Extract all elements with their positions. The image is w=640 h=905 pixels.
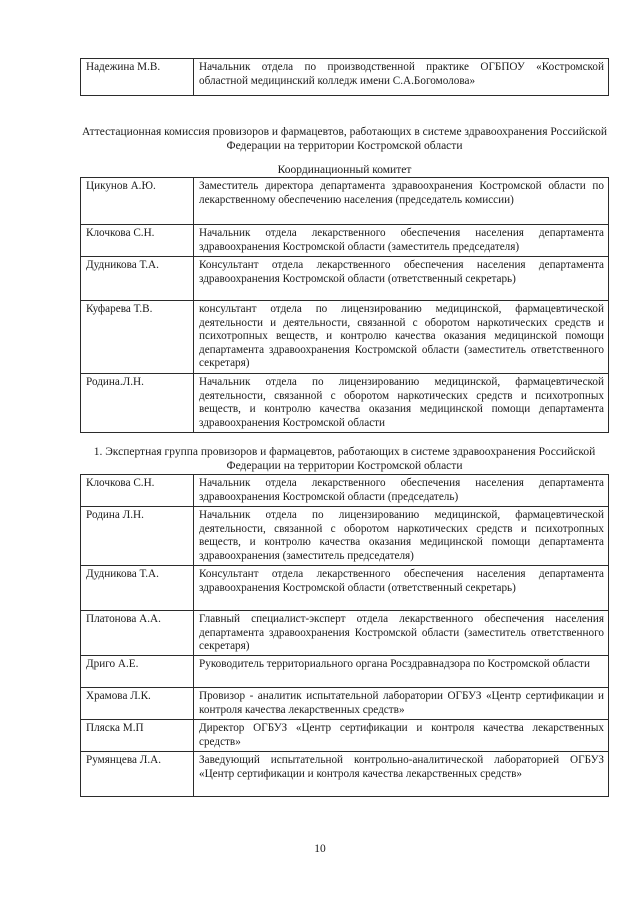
member-position: Руководитель территориального органа Росздравнадзора по Костромской области	[194, 656, 609, 688]
member-name: Клочкова С.Н.	[81, 475, 194, 507]
member-name: Надежина М.В.	[81, 59, 194, 96]
member-row	[81, 59, 609, 96]
page-number: 10	[314, 843, 326, 855]
member-position: Заведующий испытательной контрольно-аналитической лабораторией ОГБУЗ «Центр сертификации и контроля качества лекарственных средств»	[194, 752, 609, 797]
member-name: Цикунов А.Ю.	[81, 178, 194, 225]
member-row	[81, 507, 609, 566]
member-name: Дудникова Т.А.	[81, 566, 194, 611]
committee-table	[80, 177, 609, 433]
member-row	[81, 656, 609, 688]
commission-title: Аттестационная комиссия провизоров и фармацевтов, работающих в системе здравоохранения Российской Федерации на территории Костромской области	[81, 126, 608, 152]
member-position: Консультант отдела лекарственного обеспечения населения департамента здравоохранения Костромской области (ответственный секретарь)	[194, 566, 609, 611]
expert-group-title: 1. Экспертная группа провизоров и фармацевтов, работающих в системе здравоохранения Российской Федерации на территории Костромской области	[93, 446, 596, 472]
member-name: Родина Л.Н.	[81, 507, 194, 566]
member-row	[81, 225, 609, 257]
member-row	[81, 752, 609, 797]
top-table-body	[81, 59, 609, 96]
member-name: Клочкова С.Н.	[81, 225, 194, 257]
member-row	[81, 301, 609, 374]
member-row	[81, 257, 609, 301]
committee-table-body	[81, 178, 609, 433]
member-name: Храмова Л.К.	[81, 688, 194, 720]
member-position: Начальник отдела по лицензированию медицинской, фармацевтической деятельности, связанной с оборотом наркотических средств и психотропных веществ, и контролю качества оказания медицинской помощи департамента здравоохранения (заместитель председателя)	[194, 507, 609, 566]
member-row	[81, 566, 609, 611]
member-position: Главный специалист-эксперт отдела лекарственного обеспечения населения департамента здравоохранения Костромской области (заместитель ответственного секретаря)	[194, 611, 609, 656]
member-position: Директор ОГБУЗ «Центр сертификации и контроля качества лекарственных средств»	[194, 720, 609, 752]
member-position: Заместитель директора департамента здравоохранения Костромской области по лекарственному обеспечению населения (председатель комиссии)	[194, 178, 609, 225]
member-position: Провизор - аналитик испытательной лаборатории ОГБУЗ «Центр сертификации и контроля качества лекарственных средств»	[194, 688, 609, 720]
member-row	[81, 475, 609, 507]
member-position: Начальник отдела по производственной практике ОГБПОУ «Костромской областной медицинский колледж имени С.А.Богомолова»	[194, 59, 609, 96]
expert-group-table	[80, 474, 609, 797]
member-row	[81, 178, 609, 225]
member-name: Пляска М.П	[81, 720, 194, 752]
member-position: консультант отдела по лицензированию медицинской, фармацевтической деятельности и деятельности, связанной с оборотом наркотических средств и психотропных веществ, и контролю качества оказания медицинской помощи департамента здравоохранения Костромской области (заместитель ответственного секретаря)	[194, 301, 609, 374]
top-members-table	[80, 58, 609, 96]
member-position: Консультант отдела лекарственного обеспечения населения департамента здравоохранения Костромской области (ответственный секретарь)	[194, 257, 609, 301]
member-row	[81, 720, 609, 752]
member-position: Начальник отдела лекарственного обеспечения населения департамента здравоохранения Костромской области (заместитель председателя)	[194, 225, 609, 257]
member-position: Начальник отдела лекарственного обеспечения населения департамента здравоохранения Костромской области (председатель)	[194, 475, 609, 507]
member-name: Дриго А.Е.	[81, 656, 194, 688]
member-name: Дудникова Т.А.	[81, 257, 194, 301]
member-name: Румянцева Л.А.	[81, 752, 194, 797]
committee-title: Координационный комитет	[277, 164, 412, 176]
member-name: Куфарева Т.В.	[81, 301, 194, 374]
member-name: Платонова А.А.	[81, 611, 194, 656]
member-name: Родина.Л.Н.	[81, 374, 194, 433]
expert-table-body	[81, 475, 609, 797]
member-row	[81, 374, 609, 433]
member-row	[81, 611, 609, 656]
member-position: Начальник отдела по лицензированию медицинской, фармацевтической деятельности, связанной с оборотом наркотических средств и психотропных веществ, и контролю качества оказания медицинской помощи департамента здравоохранения Костромской области	[194, 374, 609, 433]
member-row	[81, 688, 609, 720]
